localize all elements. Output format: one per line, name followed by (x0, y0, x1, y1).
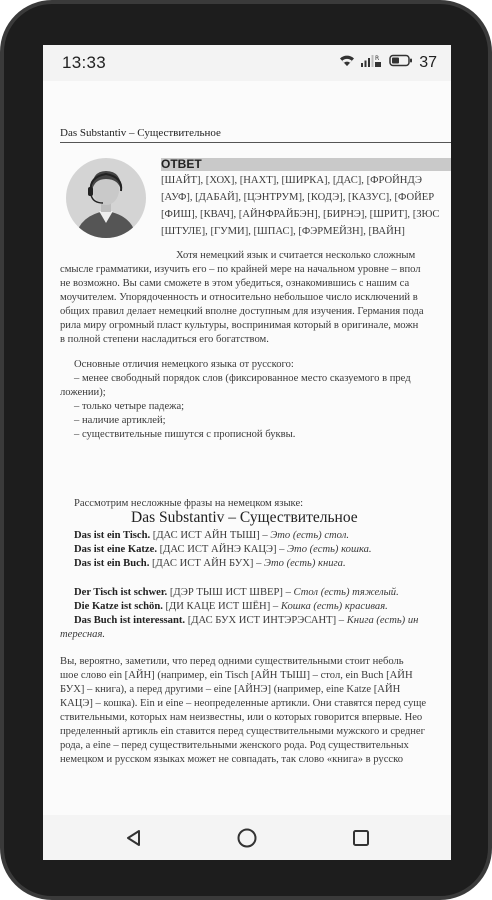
svg-text:R: R (375, 55, 380, 62)
screen (43, 45, 451, 860)
example-pronunciation: [ДАС ИСТ АЙНЭ КАЦЭ] – (156, 544, 288, 555)
example-line (74, 557, 346, 570)
differences-line: Основные отличия немецкого языка от русского: (74, 359, 294, 370)
example-translation: Это (есть) книга. (264, 558, 346, 569)
header-rule (60, 142, 451, 143)
differences-line: – менее свободный порядок слов (фиксированное место сказуемого в пред (74, 373, 411, 384)
operator-avatar-icon (65, 157, 147, 239)
intro-line: в полной степени насладиться его богатством. (60, 334, 269, 345)
example-german: Das ist eine Katze. (74, 544, 157, 555)
differences-line: – наличие артиклей; (74, 415, 166, 426)
example-line (74, 529, 349, 542)
examples-intro: Рассмотрим несложные фразы на немецком языке: (74, 498, 304, 509)
answer-label: ОТВЕТ (161, 157, 202, 171)
answer-line: [ШАЙТ], [ХОХ], [НАХТ], [ШИРКА], [ДАС], [ФРОЙНДЭ (161, 175, 422, 186)
answer-line: [ШТУЛЕ], [ГУМИ], [ШПАС], [ФЭРМЕЙЗН], [ВАЙН] (161, 226, 405, 237)
example-line (74, 614, 418, 627)
example-translation: Стол (есть) тяжелый. (293, 587, 399, 598)
articles-line: КАЦЭ] – кошка). Ein и eine – неопределенные артикли. Они ставятся перед суще (60, 698, 427, 709)
example-pronunciation: [ДАС ИСТ АЙН ТЫШ] – (150, 530, 271, 541)
wifi-icon (339, 54, 355, 72)
example-line (74, 543, 372, 556)
recents-button[interactable] (348, 825, 374, 851)
answer-line: [ФИШ], [КВАЧ], [АЙНФРАЙБЭН], [БИРНЭ], [ШРИТ], [ЗЮС (161, 209, 440, 220)
answer-heading-bar (161, 158, 451, 171)
example-pronunciation: [ДЭР ТЫШ ИСТ ШВЕР] – (167, 587, 294, 598)
articles-line: рода, а eine – перед существительными женского рода. Род существительных (60, 740, 409, 751)
articles-line: немецком и русском языках может не совпадать, так слово «книга» в русско (60, 754, 404, 765)
running-head: Das Substantiv – Существительное (60, 127, 221, 139)
differences-line: ложении); (60, 387, 106, 398)
example-line (74, 586, 399, 599)
signal-icon (361, 54, 383, 72)
status-icons (339, 54, 437, 72)
battery-icon (389, 54, 413, 72)
example-german: Das Buch ist interessant. (74, 615, 186, 626)
battery-level: 37 (419, 54, 437, 71)
answer-line: [АУФ], [ДАБАЙ], [ЦЭНТРУМ], [КОДЭ], [КАЗУС], [ФОЙЕР (161, 192, 435, 203)
example-pronunciation: [ДАС ИСТ АЙН БУХ] – (149, 558, 265, 569)
home-button[interactable] (234, 825, 260, 851)
example-translation: Это (есть) стол. (270, 530, 349, 541)
example-line (74, 600, 388, 613)
home-circle-icon (236, 827, 258, 849)
back-button[interactable] (121, 825, 147, 851)
example-german: Der Tisch ist schwer. (74, 587, 168, 598)
articles-line: пределенный артикль ein ставится перед существительными мужского и среднег (60, 726, 425, 737)
articles-line: БУХ] – книга), а перед другими – eine [АЙНЭ] (например, eine Katze [АЙН (60, 684, 401, 695)
recents-square-icon (351, 828, 371, 848)
example-pronunciation: [ДИ КАЦЕ ИСТ ШЁН] – (162, 601, 281, 612)
articles-line: ствительными, которых нам неизвестны, или о которых говорится впервые. Нео (60, 712, 423, 723)
example-german: Das ist ein Buch. (74, 558, 150, 569)
intro-line: Хотя немецкий язык и считается несколько сложным (176, 250, 416, 261)
differences-line: – только четыре падежа; (74, 401, 185, 412)
intro-line: рила миру огромный пласт культуры, воспринимая который в оригинале, можн (60, 320, 419, 331)
intro-line: не возможно. Вы сами сможете в этом убедиться, ознакомившись с нашим са (60, 278, 410, 289)
example-translation: Кошка (есть) красивая. (280, 601, 388, 612)
example-translation: Книга (есть) ин (346, 615, 419, 626)
back-triangle-icon (124, 828, 144, 848)
intro-line: моучителем. Упорядоченность и относительно небольшое число исключений в (60, 292, 418, 303)
intro-line: общих правил делает немецкий вполне доступным для изучения. Германия пода (60, 306, 424, 317)
status-time: 13:33 (62, 53, 107, 72)
articles-line: шое слово ein [АЙН] (например, ein Tisch [АЙН ТЫШ] – стол, ein Buch [АЙН (60, 670, 413, 681)
section-title: Das Substantiv – Существительное (131, 509, 358, 526)
example-german: Das ist ein Tisch. (74, 530, 151, 541)
status-bar (43, 45, 451, 81)
reader-page[interactable] (43, 81, 451, 815)
example-pronunciation: [ДАС БУХ ИСТ ИНТЭРЭСАНТ] – (185, 615, 347, 626)
navigation-bar (43, 815, 451, 860)
example-continuation: тересная. (60, 629, 106, 640)
articles-line: Вы, вероятно, заметили, что перед одними существительными стоит неболь (60, 656, 404, 667)
example-translation: Это (есть) кошка. (287, 544, 372, 555)
intro-line: смысле грамматики, изучить его – по крайней мере на начальном уровне – впол (60, 264, 421, 275)
differences-line: – существительные пишутся с прописной буквы. (74, 429, 296, 440)
example-german: Die Katze ist schön. (74, 601, 163, 612)
